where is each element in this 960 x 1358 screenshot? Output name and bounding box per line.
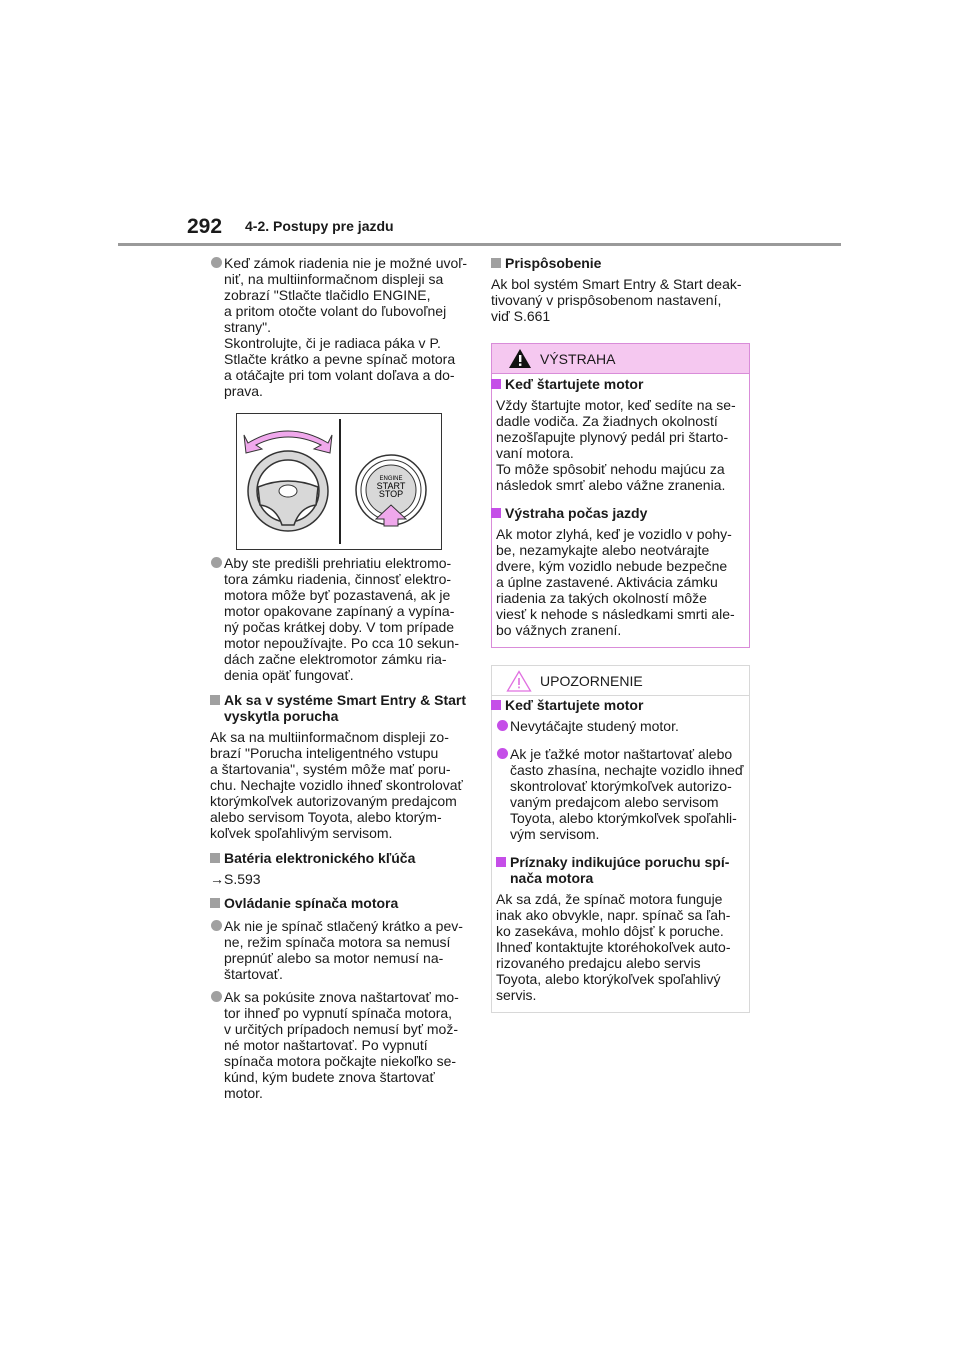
paragraph: Ak nie je spínač stlačený krátko a pev- ne, režim spínača motora sa nemusí prepnúť alebo sa motor nemusí na- štartovať.: [224, 918, 463, 982]
bullet-icon: [211, 991, 222, 1002]
square-bullet-icon: [496, 857, 506, 867]
heading-text: Ovládanie spínača motora: [224, 895, 399, 911]
heading-key-battery: [224, 850, 474, 866]
bullet-icon: [497, 720, 508, 731]
heading-caution-start: [505, 697, 750, 713]
bullet-overheat: [224, 555, 474, 683]
page-number: 292: [187, 215, 223, 238]
heading-text: Príznaky indikujúce poruchu spí- nača motora: [510, 854, 730, 886]
paragraph: Ak motor zlyhá, keď je vozidlo v pohy- be, nezamykajte alebo neotvárajte dvere, kým vozidlo nebude bezpečne a úplne zastavené. Aktivácia zámku riadenia za takých okolností môže viesť k nehode s následkami smrti ale- bo vážnych zranení.: [496, 526, 735, 638]
bullet-cold-engine: [510, 718, 750, 734]
heading-warning-start: [505, 376, 750, 392]
paragraph: Nevytáčajte studený motor.: [510, 718, 679, 734]
paragraph: Ak sa pokúsite znova naštartovať mo- tor ihneď po vypnutí spínača motora, v určitých prípadoch nemusí byť mož- né motor naštartovať. Po vypnutí spínača motora počkajte niekoľko se- kúnd, kým budete znova štartovať motor.: [224, 989, 459, 1101]
square-bullet-icon: [491, 379, 501, 389]
heading-text: Ak sa v systéme Smart Entry & Start vyskytla porucha: [224, 692, 466, 724]
heading-text: Keď štartujete motor: [505, 697, 644, 713]
button-label-start: START: [376, 481, 406, 491]
caution-triangle-icon: [506, 670, 532, 692]
paragraph: Ak sa zdá, že spínač motora funguje inak ako obvykle, napr. spínač sa ľah- ko zasekáva, mohlo dôjsť k poruche. Ihneď kontaktujte ktoréhokoľvek auto- rizovaného predajcu alebo servis Toyota, alebo ktorýkoľvek spoľahlivý servis.: [496, 891, 731, 1003]
square-bullet-icon: [210, 695, 220, 705]
steering-start-figure: [236, 413, 442, 550]
warning-header: [492, 344, 749, 374]
bullet-icon: [211, 920, 222, 931]
square-bullet-icon: [210, 853, 220, 863]
header-divider: [118, 243, 841, 246]
heading-text: Výstraha počas jazdy: [505, 505, 648, 521]
heading-smart-entry-malfunction: [224, 692, 474, 724]
bullet-icon: [211, 257, 222, 268]
paragraph: Ak sa na multiinformačnom displeji zo- brazí "Porucha inteligentného vstupu a štartovania", systém môže mať poru- chu. Nechajte vozidlo ihneď skontrolovať ktorýmkoľvek autorizovaným predajcom alebo servisom Toyota, alebo ktorým- koľvek spoľahlivým servisom.: [210, 729, 463, 841]
caution-header: [492, 666, 749, 696]
heading-warning-driving: [505, 505, 750, 521]
button-label-stop: STOP: [378, 489, 404, 499]
bullet-restart: [224, 989, 474, 1101]
paragraph: Ak je ťažké motor naštartovať alebo často zhasína, nechajte vozidlo ihneď skontrolovať ktorýmkoľvek autorizo- vaným predajcom alebo servisom Toyota, alebo ktorýmkoľvek spoľahli- vým servisom.: [510, 746, 744, 842]
bullet-press-firmly: [224, 918, 474, 982]
bullet-hard-start: [510, 746, 750, 842]
heading-customization: [505, 255, 750, 271]
heading-text: Batéria elektronického kľúča: [224, 850, 416, 866]
button-label-engine: ENGINE: [379, 476, 403, 482]
paragraph: Ak bol systém Smart Entry & Start deak- tivovaný v prispôsobenom nastavení, viď S.661: [491, 276, 742, 324]
heading-text: Prispôsobenie: [505, 255, 602, 271]
heading-switch-malfunction: [510, 854, 755, 886]
bullet-icon: [211, 557, 222, 568]
bullet-steering-lock: [224, 255, 474, 399]
square-bullet-icon: [210, 898, 220, 908]
warning-triangle-icon: [508, 348, 532, 369]
steering-wheel-icon: [248, 451, 328, 531]
square-bullet-icon: [491, 508, 501, 518]
square-bullet-icon: [491, 700, 501, 710]
paragraph: Keď zámok riadenia nie je možné uvoľ- niť, na multiinformačnom displeji sa zobrazí "Stlačte tlačidlo ENGINE, a pritom otočte volant do ľubovoľnej strany". Skontrolujte, či je radiaca páka v P. Stlačte krátko a pevne spínač motora a otáčajte pri tom volant doľava a do- prava.: [224, 255, 468, 399]
page-reference-link[interactable]: →S.593: [210, 871, 261, 887]
heading-text: Keď štartujete motor: [505, 376, 644, 392]
paragraph: Vždy štartujte motor, keď sedíte na se- dadle vodiča. Za žiadnych okolností nezošľapujte plynový pedál pri štarto- vaní motora. To môže spôsobiť nehodu majúcu za následok smrť alebo vážne zranenia.: [496, 397, 736, 493]
heading-switch-operation: [224, 895, 474, 911]
warning-title: VÝSTRAHA: [540, 351, 616, 367]
bullet-icon: [497, 748, 508, 759]
chapter-title: 4-2. Postupy pre jazdu: [245, 218, 394, 234]
paragraph: Aby ste predišli prehriatiu elektromo- tora zámku riadenia, činnosť elektro- motora môže byť pozastavená, ak je motor opakovane zapínaný a vypína- ný počas krátkej doby. V tom prípade motor nepoužívajte. Po cca 10 sekun- dách začne elektromotor zámku ria- denia opäť fungovať.: [224, 555, 460, 683]
caution-title: UPOZORNENIE: [540, 673, 643, 689]
square-bullet-icon: [491, 258, 501, 268]
